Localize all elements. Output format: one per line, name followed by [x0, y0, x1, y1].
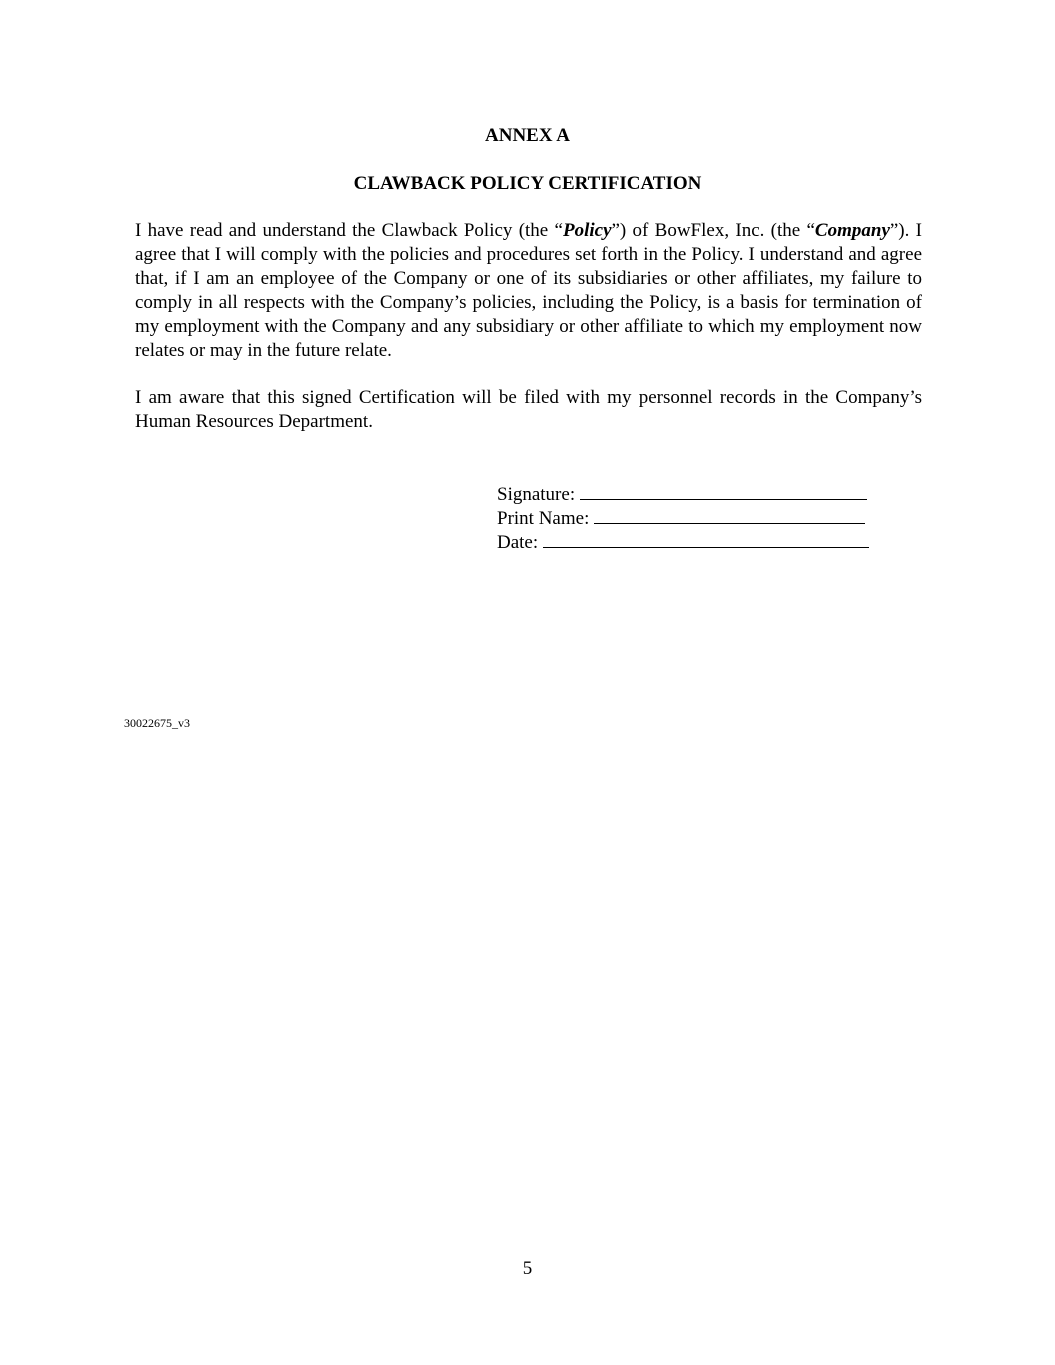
signature-label: Signature:	[497, 484, 576, 505]
defined-term-policy: Policy	[562, 220, 612, 241]
document-id: 30022675_v3	[124, 716, 190, 730]
defined-term-company: Company	[814, 220, 890, 241]
records-paragraph: I am aware that this signed Certification will be filed with my personnel records in the Company’s Human Resources Department.	[135, 387, 922, 432]
certification-title: CLAWBACK POLICY CERTIFICATION	[353, 173, 702, 194]
date-field[interactable]	[543, 529, 869, 548]
paragraph-text: ”). I agree that I will comply with the policies and procedures set forth in the Policy. I understand and agree that, if I am an employee of the Company or one of its subsidiaries or other affiliates, my failure to comply in all respects with the Company’s policies, including the Policy, is a basis for termination of my employment with the Company and any subsidiary or other affiliate to which my employment now relates or may in the future relate.	[135, 220, 922, 361]
annex-heading: ANNEX A	[485, 125, 570, 146]
paragraph-text: I have read and understand the Clawback Policy (the “	[135, 220, 563, 241]
date-label: Date:	[497, 532, 539, 553]
paragraph-text: ”) of BowFlex, Inc. (the “	[611, 220, 815, 241]
print-name-label: Print Name:	[497, 508, 590, 529]
acknowledgement-paragraph	[135, 219, 922, 363]
signature-row	[497, 481, 877, 505]
date-row	[497, 529, 877, 553]
signature-block	[497, 481, 877, 553]
page-number: 5	[522, 1258, 533, 1279]
signature-field[interactable]	[580, 481, 867, 500]
print-name-field[interactable]	[594, 505, 865, 524]
print-name-row	[497, 505, 877, 529]
